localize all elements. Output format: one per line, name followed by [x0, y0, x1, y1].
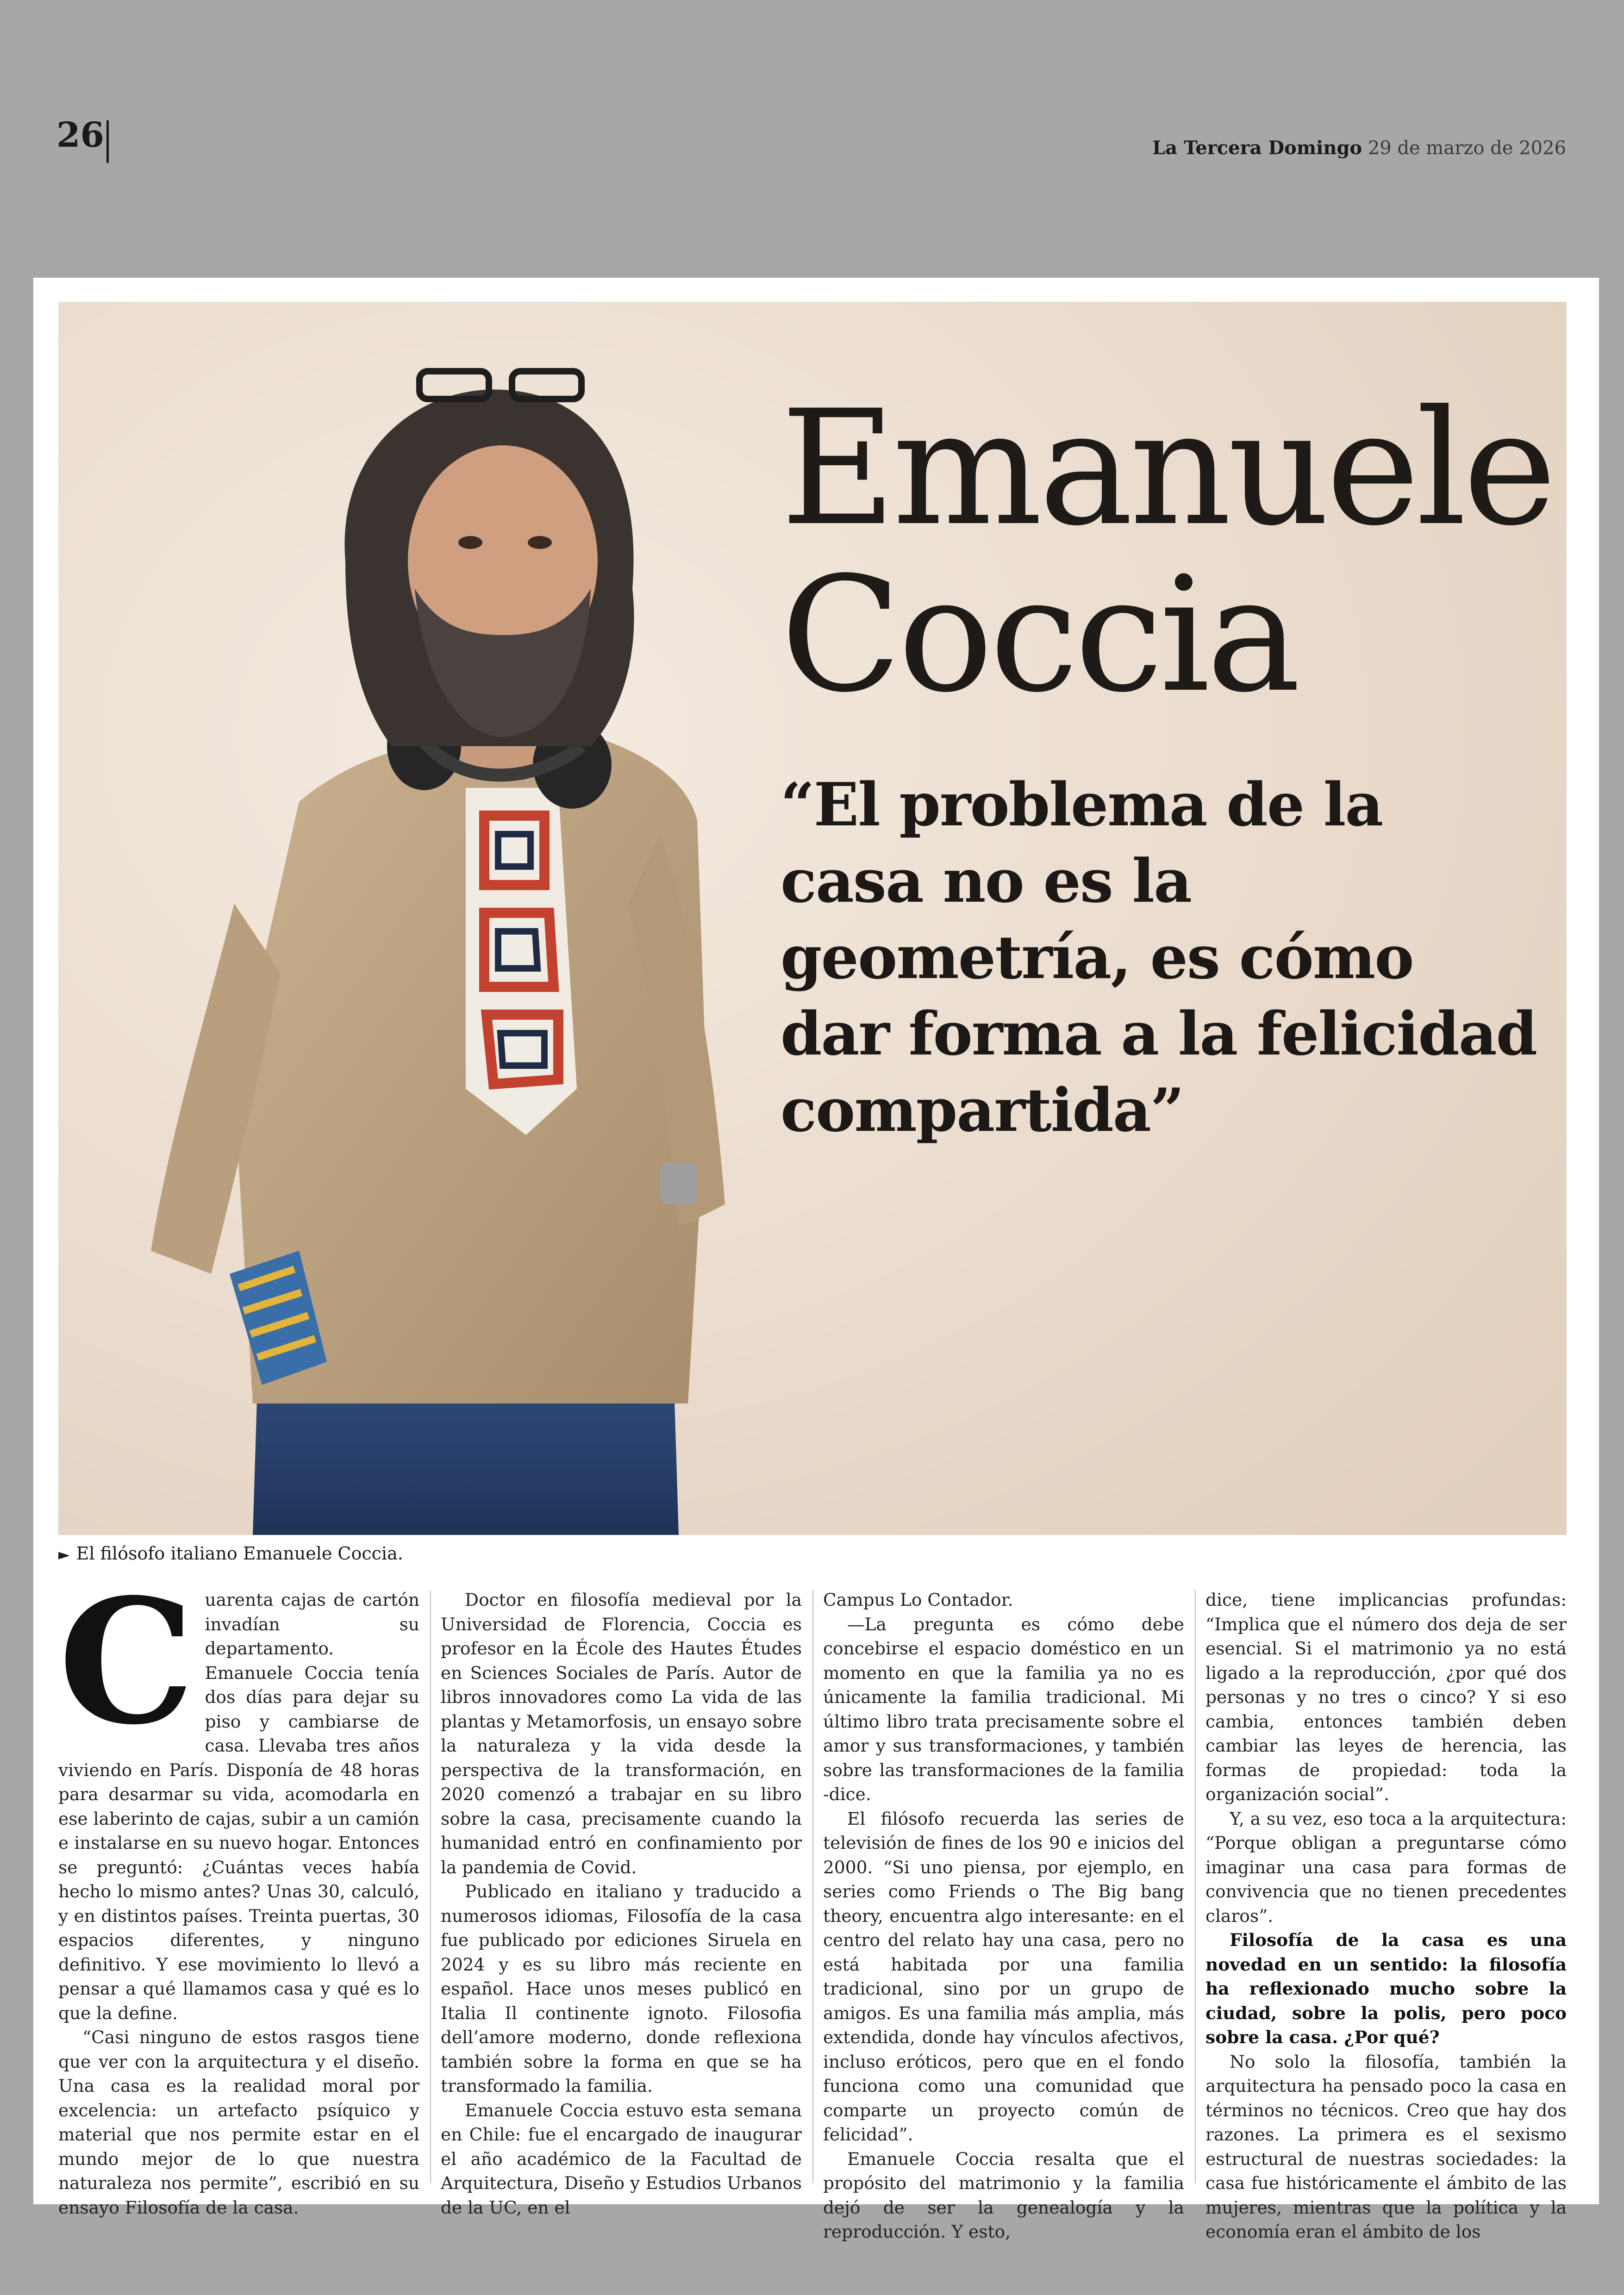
paragraph: Campus Lo Contador.: [823, 1590, 1013, 1610]
article-body: [58, 1562, 1567, 2242]
column-divider: [430, 1590, 431, 2183]
article-column-4: [1206, 1588, 1567, 2242]
paragraph: —La pregunta es cómo debe concebirse el espacio doméstico en un momento en que la familia ya no es únicamente la familia tradicional. Mi último libro trata precisamente sobre el amor y sus transformaciones, y también sobre las transformaciones de la familia -dice.: [823, 1614, 1184, 1804]
newspaper-page: [33, 278, 1599, 2242]
photo-caption: [58, 1543, 403, 1564]
paragraph: Doctor en filosofía medieval por la Universidad de Florencia, Coccia es profesor en la École des Hautes Études en Sciences Sociales de París. Autor de libros innovadores como La vida de las plantas y Metamorfosis, un ensayo sobre la naturaleza y la vida desde la perspectiva de la transformación, en 2020 comenzó a trabajar en su libro sobre la casa, precisamente cuando la humanidad entró en confinamiento por la pandemia de Covid.: [441, 1590, 802, 1877]
headline-name: [781, 376, 1553, 727]
page-header: [0, 0, 1624, 278]
interview-question: Filosofía de la casa es una novedad en un sentido: la filosofía ha reflexionado mucho sobre la ciudad, sobre la polis, pero poco sobre la casa. ¿Por qué?: [1206, 1930, 1567, 2047]
paragraph: Emanuele Coccia estuvo esta semana en Chile: fue el encargado de inaugurar el año académico de la Facultad de Arquitectura, Diseño y Estudios Urbanos de la UC, en el: [441, 2100, 802, 2218]
headline-last-name: Coccia: [781, 543, 1297, 727]
article-column-3: [823, 1588, 1184, 2242]
caption-arrow-icon: ►: [58, 1546, 70, 1563]
headline-first-name: Emanuele: [781, 376, 1553, 561]
page-number-divider: [106, 120, 109, 163]
paragraph: El filósofo recuerda las series de televisión de fines de los 90 e inicios del 2000. “Si uno piensa, por ejemplo, en series como Friends o The Big bang theory, encuentra algo interesante: en el centro del relato hay una casa, pero no está habitada por una familia tradicional, sino por un grupo de amigos. Es una familia más amplia, más extendida, donde hay vínculos afectivos, incluso eróticos, pero que en el fondo funciona como una comunidad que comparte un proyecto común de felicidad”.: [823, 1808, 1184, 2145]
paragraph: dice, tiene implicancias profundas: “Implica que el número dos deja de ser esencial. Si el matrimonio ya no está ligado a la reproducción, ¿por qué dos personas y no tres o cinco? Y si eso cambia, entonces también deben cambiar las leyes de herencia, las formas de propiedad: toda la organización social”.: [1206, 1590, 1567, 1804]
paragraph: “Casi ninguno de estos rasgos tiene que ver con la arquitectura y el diseño. Una casa es la realidad moral por excelencia: un artefacto psíquico y material que nos permite estar en el mundo mejor de lo que nuestra naturaleza nos permite”, escribió en su ensayo Filosofía de la casa.: [58, 2027, 419, 2218]
paragraph: Emanuele Coccia resalta que el propósito del matrimonio y la familia dejó de ser la genealogía y la reproducción. Y esto,: [823, 2148, 1184, 2242]
paragraph: uarenta cajas de cartón invadían su departamento. Emanuele Coccia tenía dos días para dejar su piso y cambiarse de casa. Llevaba tres años viviendo en París. Disponía de 48 horas para desarmar su vida, acomodarla en ese laberinto de cajas, subir a un camión e instalarse en su nuevo hogar. Entonces se preguntó: ¿Cuántas veces había hecho lo mismo antes? Unas 30, calculó, y en distintos países. Treinta puertas, 30 espacios diferentes, y ninguno definitivo. Y ese movimiento lo llevó a pensar a qué llamamos casa y qué es lo que la define.: [58, 1590, 419, 2023]
portrait-photo: [58, 302, 1567, 1535]
column-divider: [1195, 1590, 1196, 2183]
paragraph: Publicado en italiano y traducido a numerosos idiomas, Filosofía de la casa fue publicado por ediciones Siruela en 2024 y es su libro más reciente en español. Hace unos meses publicó en Italia Il continente ignoto. Filosofia dell’amore moderno, donde reflexiona también sobre la forma en que se ha transformado la familia.: [441, 1881, 802, 2096]
headline-quote: “El problema de la casa no es la geometría, es cómo dar forma a la felicidad compartida”: [781, 770, 1537, 1145]
paragraph: No solo la filosofía, también la arquitectura ha pensado poco la casa en términos no técnicos. Creo que hay dos razones. La primera es el sexismo estructural de nuestras sociedades: la casa fue históricamente el ámbito de las mujeres, mientras que la política y la economía eran el ámbito de los: [1206, 2051, 1567, 2242]
publication-line: [1152, 139, 1566, 157]
paragraph: Y, a su vez, eso toca a la arquitectura: “Porque obligan a preguntarse cómo imaginar una casa para formas de convivencia que no tienen precedentes claros”.: [1206, 1808, 1567, 1926]
column-divider: [812, 1590, 813, 2183]
article-column-2: [441, 1588, 802, 2218]
article-column-1: [58, 1562, 419, 2218]
publication-date: 29 de marzo de 2026: [1368, 137, 1566, 159]
page-number: 26: [56, 115, 104, 155]
drop-cap: C: [58, 1562, 195, 1763]
caption-text: El filósofo italiano Emanuele Coccia.: [76, 1543, 403, 1564]
publication-name: La Tercera Domingo: [1152, 137, 1362, 159]
